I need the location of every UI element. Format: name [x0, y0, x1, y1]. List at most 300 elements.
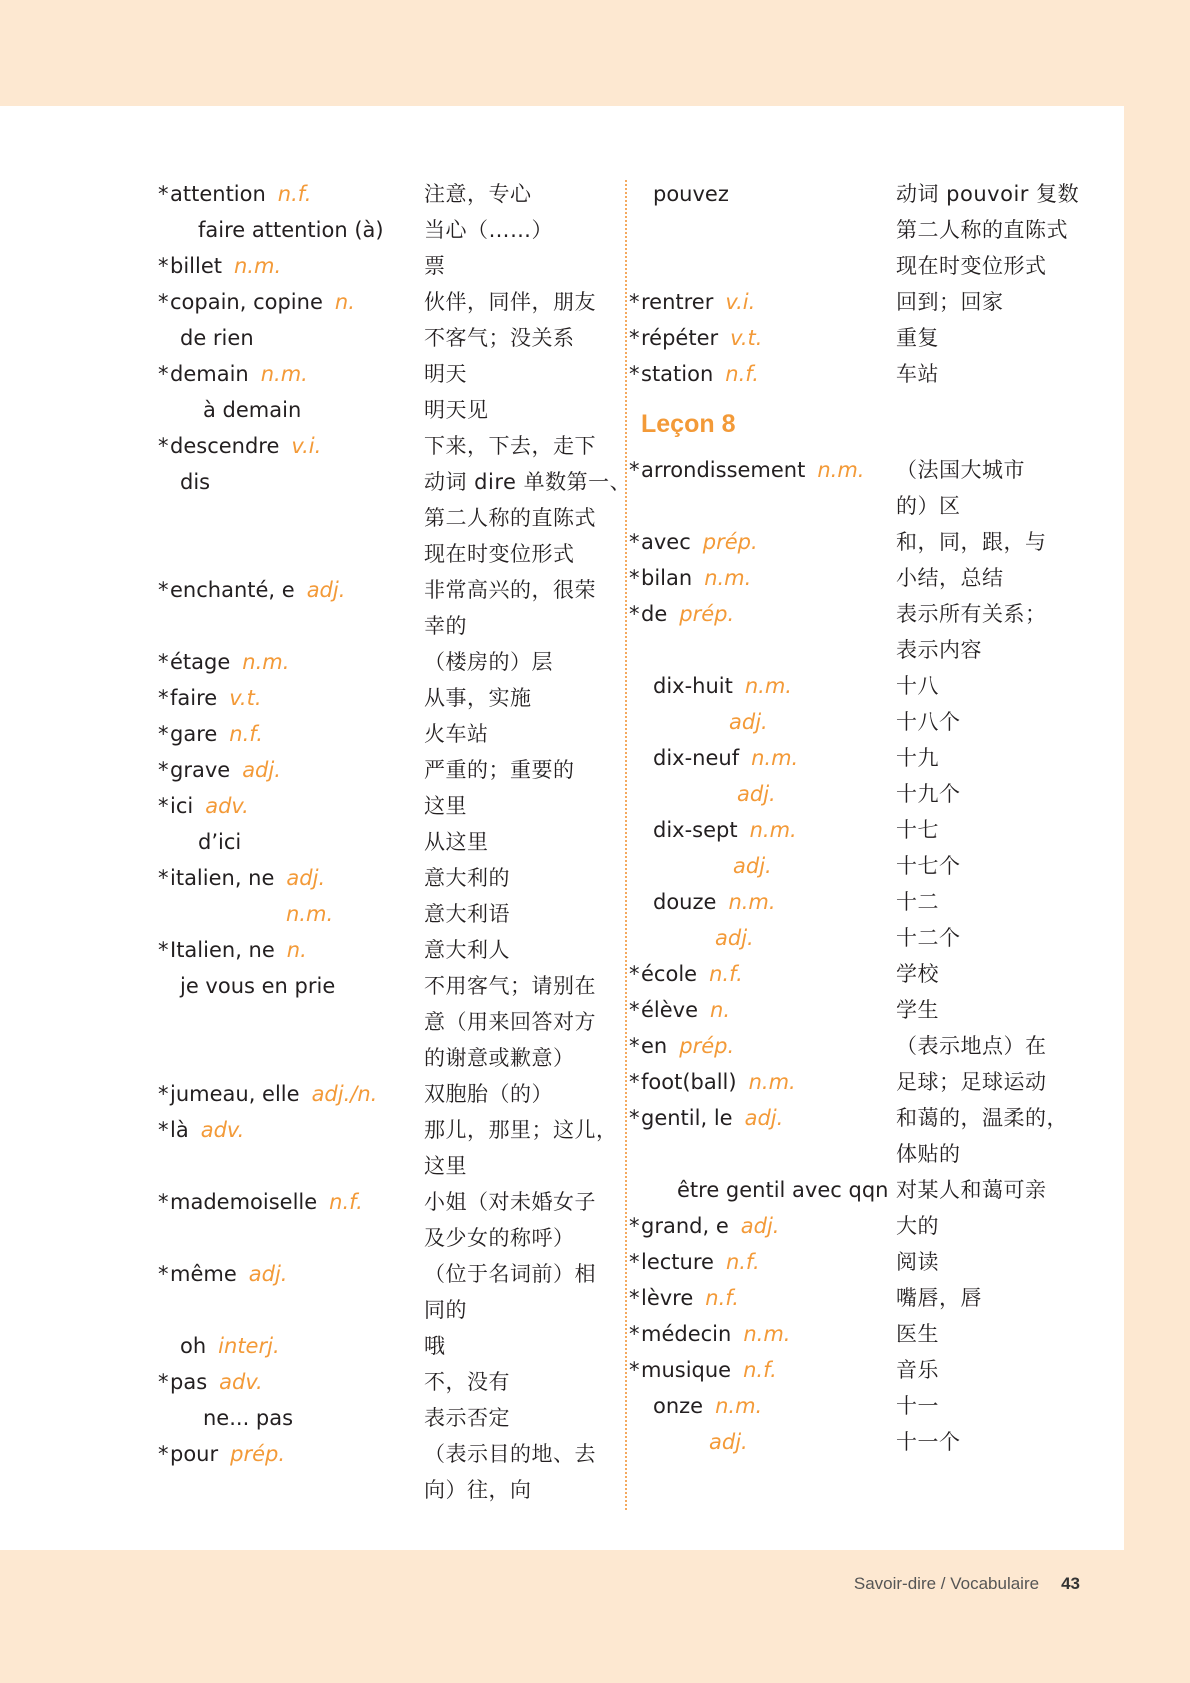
vocab-entry: [158, 788, 610, 824]
part-of-speech: n.m.: [704, 566, 752, 590]
chinese-definition: [896, 668, 1081, 704]
french-term: [158, 1364, 424, 1400]
key-word-star: *: [158, 578, 169, 602]
key-word-star: *: [158, 1190, 169, 1214]
french-word: musique: [641, 1358, 732, 1382]
part-of-speech: n.f.: [277, 182, 312, 206]
definition-line: 小姐（对未婚女子: [424, 1190, 596, 1214]
french-term: [158, 1076, 424, 1112]
french-term: [641, 884, 896, 920]
french-term: [641, 776, 896, 812]
french-term: [170, 320, 424, 356]
french-word: faire attention (à): [198, 218, 384, 242]
chinese-definition: [896, 956, 1081, 992]
definition-line: 向）往，向: [424, 1478, 532, 1502]
key-word-star: *: [629, 1286, 640, 1310]
chinese-definition: [424, 1112, 618, 1184]
definition-line: 从这里: [424, 830, 489, 854]
chinese-definition: [424, 716, 610, 752]
key-word-star: *: [158, 1442, 169, 1466]
vocab-entry: [629, 1100, 1081, 1172]
vocab-entry: [641, 776, 1081, 812]
chinese-definition: [424, 428, 610, 464]
vocab-entry: [629, 1280, 1081, 1316]
key-word-star: *: [629, 1322, 640, 1346]
vocab-entry: [170, 1400, 610, 1436]
french-word: italien, ne: [170, 866, 275, 890]
chinese-definition: [896, 1244, 1081, 1280]
part-of-speech: adj.: [729, 710, 768, 734]
french-term: [158, 1184, 424, 1220]
vocab-entry: [158, 428, 610, 464]
part-of-speech: n.f.: [709, 962, 743, 986]
definition-line: 明天见: [424, 398, 489, 422]
french-term: [158, 428, 424, 464]
french-term: [158, 644, 424, 680]
part-of-speech: adv.: [205, 794, 249, 818]
definition-line: 严重的；重要的: [424, 758, 575, 782]
french-term: [629, 992, 896, 1028]
chinese-definition: [424, 788, 610, 824]
french-word: oh: [180, 1334, 207, 1358]
definition-line: 十八: [896, 674, 939, 698]
french-term: [170, 1328, 424, 1364]
definition-line: 重复: [896, 326, 939, 350]
chinese-definition: [424, 680, 610, 716]
french-word: rentrer: [641, 290, 714, 314]
french-term: [641, 1388, 896, 1424]
french-word: dix-neuf: [653, 746, 740, 770]
vocab-entry: [641, 1424, 1081, 1460]
chinese-definition: [896, 176, 1081, 284]
vocab-entry: [641, 848, 1081, 884]
vocab-entry: [170, 212, 610, 248]
definition-line: （楼房的）层: [424, 650, 553, 674]
part-of-speech: adj.: [709, 1430, 748, 1454]
key-word-star: *: [629, 362, 640, 386]
vocab-entry: [158, 1436, 610, 1508]
definition-line: 十一个: [896, 1430, 961, 1454]
vocab-entry: [629, 1244, 1081, 1280]
vocab-entry: [158, 572, 610, 644]
definition-line: 嘴唇，唇: [896, 1286, 982, 1310]
chinese-definition: [424, 1436, 610, 1508]
vocab-entry: [158, 1184, 610, 1256]
chinese-definition: [424, 1364, 610, 1400]
right-vocab-list-top: [629, 176, 1081, 392]
vocab-entry: [641, 740, 1081, 776]
key-word-star: *: [158, 362, 169, 386]
french-term: [629, 1352, 896, 1388]
definition-line: 那儿，那里；这儿，: [424, 1118, 618, 1142]
chinese-definition: [896, 1172, 1081, 1208]
french-word: dix-sept: [653, 818, 738, 842]
key-word-star: *: [629, 530, 640, 554]
french-term: [641, 176, 896, 212]
vocab-entry: [629, 596, 1081, 668]
french-word: Italien, ne: [170, 938, 275, 962]
french-word: d’ici: [198, 830, 242, 854]
part-of-speech: prép.: [679, 1034, 735, 1058]
vocab-entry: [158, 752, 610, 788]
french-word: gare: [170, 722, 218, 746]
key-word-star: *: [629, 1034, 640, 1058]
french-word: étage: [170, 650, 231, 674]
french-word: médecin: [641, 1322, 732, 1346]
chinese-definition: [896, 776, 1081, 812]
definition-line: 小结，总结: [896, 566, 1004, 590]
chinese-definition: [424, 1076, 610, 1112]
key-word-star: *: [629, 602, 640, 626]
definition-line: 表示内容: [896, 638, 982, 662]
vocab-entry: [641, 668, 1081, 704]
chinese-definition: [896, 1424, 1081, 1460]
french-term: [170, 392, 424, 428]
part-of-speech: n.m.: [728, 890, 776, 914]
definition-line: 医生: [896, 1322, 939, 1346]
part-of-speech: adv.: [219, 1370, 263, 1394]
french-term: [158, 1436, 424, 1472]
definition-line: 第二人称的直陈式: [896, 218, 1068, 242]
key-word-star: *: [629, 1070, 640, 1094]
part-of-speech: adj.: [306, 578, 346, 602]
key-word-star: *: [158, 1118, 169, 1142]
key-word-star: *: [629, 1214, 640, 1238]
chinese-definition: [896, 812, 1081, 848]
vocab-entry: [170, 320, 610, 356]
chinese-definition: [424, 284, 610, 320]
chinese-definition: [424, 1400, 610, 1436]
chinese-definition: [424, 824, 610, 860]
french-term: [158, 716, 424, 752]
chinese-definition: [424, 896, 610, 932]
definition-line: 表示所有关系；: [896, 602, 1047, 626]
definition-line: 伙伴，同伴，朋友: [424, 290, 596, 314]
part-of-speech: n.: [710, 998, 731, 1022]
part-of-speech: n.m.: [748, 1070, 796, 1094]
chinese-definition: [424, 860, 610, 896]
key-word-star: *: [158, 182, 169, 206]
chinese-definition: [896, 1352, 1081, 1388]
french-term: [170, 824, 424, 860]
vocab-entry: [170, 968, 610, 1076]
definition-line: 阅读: [896, 1250, 939, 1274]
definition-line: 十二个: [896, 926, 961, 950]
definition-line: 的）区: [896, 494, 961, 518]
chinese-definition: [896, 596, 1081, 668]
definition-line: 第二人称的直陈式: [424, 506, 596, 530]
part-of-speech: n.m.: [260, 362, 308, 386]
chinese-definition: [424, 572, 610, 644]
definition-line: 幸的: [424, 614, 467, 638]
definition-line: 不，没有: [424, 1370, 510, 1394]
chinese-definition: [896, 884, 1081, 920]
definition-line: （表示地点）在: [896, 1034, 1047, 1058]
french-word: dis: [180, 470, 211, 494]
definition-line: 动词 dire 单数第一、: [424, 470, 632, 494]
french-word: faire: [170, 686, 218, 710]
definition-line: 注意，专心: [424, 182, 532, 206]
part-of-speech: n.m.: [743, 1322, 791, 1346]
vocab-entry: [629, 1064, 1081, 1100]
key-word-star: *: [158, 758, 169, 782]
key-word-star: *: [158, 650, 169, 674]
part-of-speech: interj.: [218, 1334, 280, 1358]
definition-line: 意（用来回答对方: [424, 1010, 596, 1034]
key-word-star: *: [158, 938, 169, 962]
french-word: je vous en prie: [180, 974, 336, 998]
french-term: [641, 1424, 896, 1460]
french-word: grave: [170, 758, 231, 782]
definition-line: 十七: [896, 818, 939, 842]
definition-line: 足球；足球运动: [896, 1070, 1047, 1094]
french-term: [641, 704, 896, 740]
vocab-entry: [629, 992, 1081, 1028]
key-word-star: *: [629, 1250, 640, 1274]
key-word-star: *: [629, 566, 640, 590]
vocab-entry: [170, 896, 610, 932]
part-of-speech: v.t.: [730, 326, 763, 350]
vocab-entry: [641, 1388, 1081, 1424]
chinese-definition: [896, 452, 1081, 524]
french-term: [629, 560, 896, 596]
french-term: [629, 524, 896, 560]
french-term: [641, 1172, 896, 1208]
definition-line: 十八个: [896, 710, 961, 734]
french-word: foot(ball): [641, 1070, 737, 1094]
part-of-speech: n.m.: [286, 902, 334, 926]
vocab-entry: [641, 1172, 1081, 1208]
vocab-entry: [629, 560, 1081, 596]
french-word: grand, e: [641, 1214, 729, 1238]
french-term: [158, 248, 424, 284]
definition-line: 当心（……）: [424, 218, 553, 242]
french-word: lèvre: [641, 1286, 694, 1310]
definition-line: 不客气；没关系: [424, 326, 575, 350]
french-word: station: [641, 362, 714, 386]
left-vocab-column: [158, 176, 632, 1508]
definition-line: 下来，下去，走下: [424, 434, 596, 458]
french-term: [158, 1112, 424, 1148]
french-term: [641, 812, 896, 848]
part-of-speech: n.m.: [751, 746, 799, 770]
key-word-star: *: [629, 1358, 640, 1382]
french-term: [641, 848, 896, 884]
definition-line: 现在时变位形式: [896, 254, 1047, 278]
french-term: [170, 1400, 424, 1436]
part-of-speech: adj.: [744, 1106, 784, 1130]
definition-line: 十七个: [896, 854, 961, 878]
part-of-speech: n.m.: [817, 458, 865, 482]
french-term: [170, 464, 424, 500]
chinese-definition: [896, 1100, 1081, 1172]
definition-line: 双胞胎（的）: [424, 1082, 553, 1106]
vocab-entry: [158, 284, 610, 320]
french-word: de: [641, 602, 668, 626]
chinese-definition: [896, 848, 1081, 884]
part-of-speech: n.m.: [234, 254, 282, 278]
key-word-star: *: [158, 722, 169, 746]
vocab-entry: [158, 1076, 610, 1112]
definition-line: 表示否定: [424, 1406, 510, 1430]
part-of-speech: adj.: [715, 926, 754, 950]
vocab-entry: [170, 1328, 610, 1364]
part-of-speech: prép.: [702, 530, 758, 554]
key-word-star: *: [629, 458, 640, 482]
french-word: attention: [170, 182, 266, 206]
vocab-entry: [641, 176, 1081, 284]
definition-line: 音乐: [896, 1358, 939, 1382]
key-word-star: *: [158, 794, 169, 818]
french-term: [629, 1028, 896, 1064]
part-of-speech: n.f.: [743, 1358, 777, 1382]
vocab-entry: [629, 1316, 1081, 1352]
part-of-speech: v.i.: [291, 434, 322, 458]
chinese-definition: [896, 560, 1081, 596]
part-of-speech: n.: [334, 290, 355, 314]
french-term: [158, 752, 424, 788]
vocab-entry: [641, 812, 1081, 848]
definition-line: 同的: [424, 1298, 467, 1322]
vocab-entry: [158, 1256, 610, 1328]
french-word: en: [641, 1034, 668, 1058]
vocab-entry: [629, 356, 1081, 392]
french-word: être gentil avec qqn: [677, 1178, 889, 1202]
french-term: [170, 896, 424, 932]
vocab-entry: [158, 248, 610, 284]
vocab-entry: [158, 176, 610, 212]
part-of-speech: v.t.: [229, 686, 262, 710]
chinese-definition: [424, 968, 610, 1076]
vocab-entry: [170, 464, 632, 572]
definition-line: 哦: [424, 1334, 446, 1358]
definition-line: 意大利人: [424, 938, 510, 962]
french-term: [158, 680, 424, 716]
definition-line: 大的: [896, 1214, 939, 1238]
lesson-heading: Leçon 8: [641, 410, 736, 438]
definition-line: 非常高兴的，很荣: [424, 578, 596, 602]
chinese-definition: [896, 1028, 1081, 1064]
key-word-star: *: [629, 290, 640, 314]
footer-section-title: Savoir-dire / Vocabulaire: [853, 1574, 1040, 1593]
part-of-speech: adj.: [286, 866, 326, 890]
key-word-star: *: [158, 254, 169, 278]
definition-line: 动词 pouvoir 复数: [896, 182, 1080, 206]
part-of-speech: prép.: [230, 1442, 286, 1466]
vocab-entry: [629, 1352, 1081, 1388]
french-word: là: [170, 1118, 189, 1142]
french-term: [170, 212, 424, 248]
vocab-entry: [158, 860, 610, 896]
key-word-star: *: [629, 962, 640, 986]
french-word: ici: [170, 794, 194, 818]
definition-line: 和蔼的，温柔的，: [896, 1106, 1068, 1130]
vocab-entry: [158, 680, 610, 716]
vocab-entry: [629, 1208, 1081, 1244]
chinese-definition: [896, 740, 1081, 776]
chinese-definition: [896, 356, 1081, 392]
vocabulary-page: [0, 106, 1124, 1550]
french-word: gentil, le: [641, 1106, 733, 1130]
french-term: [158, 860, 424, 896]
chinese-definition: [896, 1208, 1081, 1244]
definition-line: 从事，实施: [424, 686, 532, 710]
part-of-speech: adj.: [242, 758, 281, 782]
part-of-speech: n.f.: [329, 1190, 363, 1214]
french-term: [629, 596, 896, 632]
french-word: enchanté, e: [170, 578, 295, 602]
part-of-speech: adv.: [200, 1118, 245, 1142]
french-term: [629, 1244, 896, 1280]
french-term: [629, 1280, 896, 1316]
page-number: 43: [1061, 1574, 1080, 1593]
vocab-entry: [629, 452, 1081, 524]
part-of-speech: n.f.: [725, 362, 759, 386]
definition-line: 十九: [896, 746, 939, 770]
chinese-definition: [896, 704, 1081, 740]
french-word: demain: [170, 362, 249, 386]
chinese-definition: [896, 920, 1081, 956]
chinese-definition: [424, 248, 610, 284]
chinese-definition: [896, 320, 1081, 356]
chinese-definition: [896, 1316, 1081, 1352]
definition-line: 十二: [896, 890, 939, 914]
part-of-speech: n.m.: [715, 1394, 763, 1418]
french-word: douze: [653, 890, 717, 914]
chinese-definition: [424, 1184, 610, 1256]
vocab-entry: [629, 524, 1081, 560]
vocab-entry: [629, 284, 1081, 320]
french-term: [158, 788, 424, 824]
vocab-entry: [158, 356, 610, 392]
french-term: [629, 956, 896, 992]
french-word: avec: [641, 530, 691, 554]
french-word: copain, copine: [170, 290, 323, 314]
chinese-definition: [424, 932, 610, 968]
key-word-star: *: [158, 1370, 169, 1394]
vocab-entry: [158, 644, 610, 680]
french-term: [158, 356, 424, 392]
chinese-definition: [896, 284, 1081, 320]
vocab-entry: [170, 824, 610, 860]
french-word: bilan: [641, 566, 693, 590]
french-word: mademoiselle: [170, 1190, 318, 1214]
french-word: même: [170, 1262, 237, 1286]
chinese-definition: [896, 1388, 1081, 1424]
part-of-speech: n.f.: [229, 722, 263, 746]
definition-line: （表示目的地、去: [424, 1442, 596, 1466]
definition-line: 意大利的: [424, 866, 510, 890]
french-term: [158, 284, 424, 320]
french-term: [629, 1208, 896, 1244]
definition-line: 火车站: [424, 722, 489, 746]
vocab-entry: [158, 716, 610, 752]
part-of-speech: adj.: [737, 782, 776, 806]
vocab-entry: [629, 956, 1081, 992]
key-word-star: *: [158, 866, 169, 890]
definition-line: 和，同，跟，与: [896, 530, 1047, 554]
chinese-definition: [424, 1256, 610, 1328]
part-of-speech: prép.: [679, 602, 735, 626]
part-of-speech: n.: [286, 938, 307, 962]
part-of-speech: n.f.: [725, 1250, 760, 1274]
chinese-definition: [896, 1280, 1081, 1316]
part-of-speech: n.f.: [705, 1286, 739, 1310]
page-footer: [0, 1574, 1080, 1594]
french-term: [629, 356, 896, 392]
part-of-speech: n.m.: [242, 650, 290, 674]
chinese-definition: [424, 176, 610, 212]
